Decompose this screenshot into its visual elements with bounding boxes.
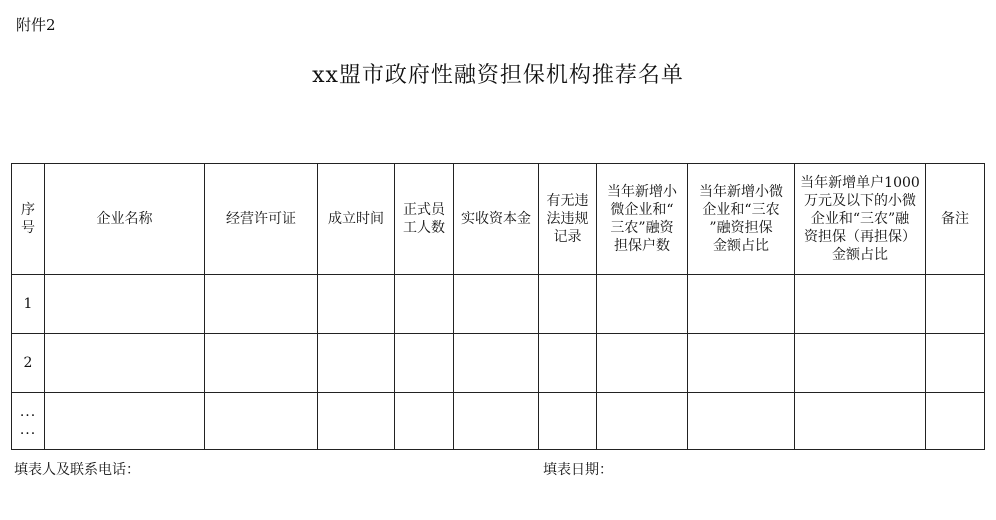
cell-violations[interactable] [539,334,597,393]
filler-contact-label: 填表人及联系电话： [14,462,140,478]
table-row [12,334,985,393]
header-cell-license: 经营许可证 [205,164,318,275]
row-index: 2 [12,334,45,393]
cell-violations[interactable] [539,275,597,334]
attachment-label: 附件2 [16,16,56,34]
cell-founded[interactable] [318,334,395,393]
fill-date-label: 填表日期： [543,462,613,478]
cell-small-amount-share[interactable] [795,275,926,334]
cell-capital[interactable] [454,334,539,393]
cell-remarks[interactable] [926,334,985,393]
cell-violations[interactable] [539,393,597,450]
header-cell-violations: 有无违 法违规 记录 [539,164,597,275]
document-title: xx盟市政府性融资担保机构推荐名单 [312,63,684,88]
header-cell-founded: 成立时间 [318,164,395,275]
cell-small-amount-share[interactable] [795,334,926,393]
header-cell-index: 序 号 [12,164,45,275]
header-cell-amount-share: 当年新增小微 企业和“三农 ”融资担保 金额占比 [688,164,795,275]
cell-new-households[interactable] [597,393,688,450]
cell-small-amount-share[interactable] [795,393,926,450]
table-row [12,393,985,450]
cell-staff[interactable] [395,393,454,450]
cell-capital[interactable] [454,393,539,450]
cell-license[interactable] [205,334,318,393]
header-cell-staff: 正式员 工人数 [395,164,454,275]
header-cell-remarks: 备注 [926,164,985,275]
header-cell-capital: 实收资本金 [454,164,539,275]
cell-founded[interactable] [318,275,395,334]
cell-remarks[interactable] [926,275,985,334]
table-header-row [12,164,985,275]
row-index: 1 [12,275,45,334]
cell-company-name[interactable] [45,334,205,393]
cell-new-households[interactable] [597,275,688,334]
cell-remarks[interactable] [926,393,985,450]
table-row [12,275,985,334]
cell-license[interactable] [205,393,318,450]
cell-company-name[interactable] [45,393,205,450]
cell-amount-share[interactable] [688,275,795,334]
cell-staff[interactable] [395,275,454,334]
recommendation-table [11,163,985,450]
row-index-ellipsis: ... ... [12,393,45,450]
cell-license[interactable] [205,275,318,334]
cell-amount-share[interactable] [688,393,795,450]
header-cell-company-name: 企业名称 [45,164,205,275]
header-cell-new-households: 当年新增小 微企业和“ 三农”融资 担保户数 [597,164,688,275]
header-cell-small-amount-share: 当年新增单户1000 万元及以下的小微 企业和“三农”融 资担保（再担保） 金额占比 [795,164,926,275]
cell-founded[interactable] [318,393,395,450]
cell-amount-share[interactable] [688,334,795,393]
cell-company-name[interactable] [45,275,205,334]
cell-new-households[interactable] [597,334,688,393]
cell-staff[interactable] [395,334,454,393]
cell-capital[interactable] [454,275,539,334]
